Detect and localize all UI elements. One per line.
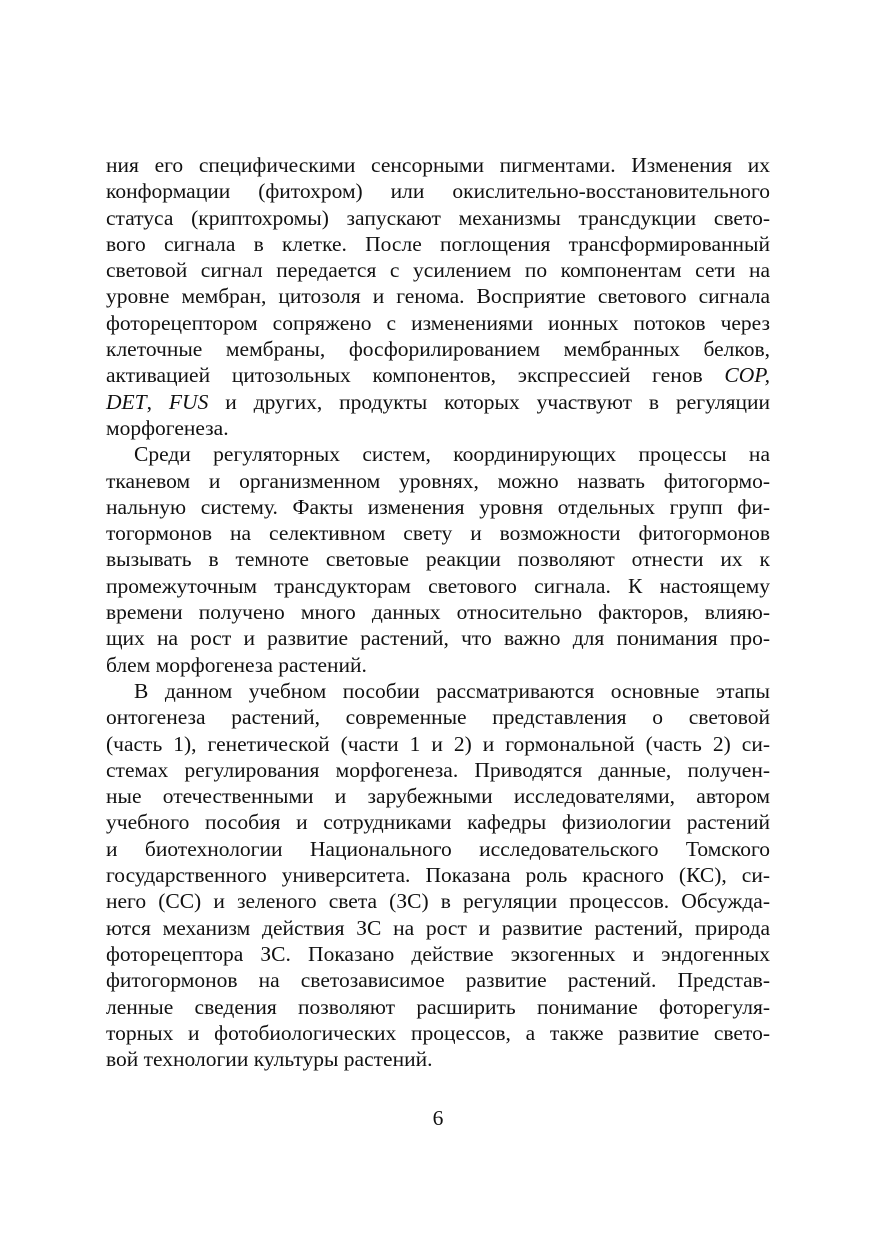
- page-number: 6: [432, 1106, 444, 1130]
- text-line: [106, 362, 770, 388]
- text-line: ленные сведения позволяют расширить понимание фоторегуля-: [106, 994, 770, 1019]
- text-line: статуса (криптохромы) запускают механизмы трансдукции свето-: [106, 205, 770, 230]
- gene-name-fus: FUS: [168, 389, 209, 414]
- text-line: вызывать в темноте световые реакции позволяют отнести их к: [106, 547, 770, 572]
- text-fragment: и других, продукты которых участвуют в регуляции: [225, 389, 771, 414]
- gene-name-det: DET: [106, 389, 147, 414]
- text-line: световой сигнал передается с усилением по компонентам сети на: [106, 258, 770, 283]
- text-line: Среди регуляторных систем, координирующих процессы на: [134, 442, 770, 467]
- text-fragment: активацией цитозольных компонентов, экспрессией генов: [106, 363, 703, 388]
- text-line: государственного университета. Показана роль красного (КС), си-: [106, 863, 770, 888]
- text-line: фоторецептором сопряжено с изменениями ионных потоков через: [106, 310, 770, 335]
- text-line: уровне мембран, цитозоля и генома. Восприятие светового сигнала: [106, 284, 770, 309]
- text-line: учебного пособия и сотрудниками кафедры физиологии растений: [106, 810, 770, 835]
- text-line: фоторецептора ЗС. Показано действие экзогенных и эндогенных: [106, 941, 770, 966]
- text-line: конформации (фитохром) или окислительно-восстановительного: [106, 179, 770, 204]
- text-line: щих на рост и развитие растений, что важно для понимания про-: [106, 626, 770, 651]
- paragraph-1: [106, 152, 770, 441]
- text-line: торных и фотобиологических процессов, а также развитие свето-: [106, 1020, 770, 1045]
- body-text: [106, 152, 770, 1072]
- text-line: ются механизм действия ЗС на рост и развитие растений, природа: [106, 915, 770, 940]
- text-line: В данном учебном пособии рассматриваются основные этапы: [134, 678, 770, 703]
- text-line: клеточные мембраны, фосфорилированием мембранных белков,: [106, 337, 770, 362]
- text-line: ния его специфическими сенсорными пигментами. Изменения их: [106, 153, 770, 177]
- text-line: вой технологии культуры растений.: [106, 1047, 433, 1072]
- text-line: тканевом и организменном уровнях, можно назвать фитогормо-: [106, 468, 770, 493]
- text-line: промежуточным трансдукторам светового сигнала. К настоящему: [106, 573, 770, 598]
- text-line: тогормонов на селективном свету и возможности фитогормонов: [106, 521, 770, 546]
- text-line: времени получено много данных относительно факторов, влияю-: [106, 600, 770, 625]
- text-line: нальную систему. Факты изменения уровня отдельных групп фи-: [106, 494, 770, 519]
- paragraph-3: [106, 678, 770, 1072]
- paragraph-2: [106, 441, 770, 678]
- text-line: и биотехнологии Национального исследовательского Томского: [106, 836, 770, 861]
- text-line: морфогенеза.: [106, 415, 229, 440]
- text-line: фитогормонов на светозависимое развитие растений. Представ-: [106, 968, 770, 993]
- text-line: ные отечественными и зарубежными исследователями, автором: [106, 784, 770, 809]
- text-line: блем морфогенеза растений.: [106, 652, 367, 677]
- gene-separator: ,: [146, 389, 152, 414]
- text-line: [106, 389, 770, 415]
- text-line: него (СС) и зеленого света (ЗС) в регуляции процессов. Обсужда-: [106, 889, 770, 914]
- text-line: (часть 1), генетической (части 1 и 2) и гормональной (часть 2) си-: [106, 731, 770, 756]
- gene-name-cop: COP,: [724, 363, 770, 388]
- text-line: онтогенеза растений, современные представления о световой: [106, 705, 770, 730]
- text-line: стемах регулирования морфогенеза. Приводятся данные, получен-: [106, 757, 770, 782]
- text-line: вого сигнала в клетке. После поглощения трансформированный: [106, 231, 770, 256]
